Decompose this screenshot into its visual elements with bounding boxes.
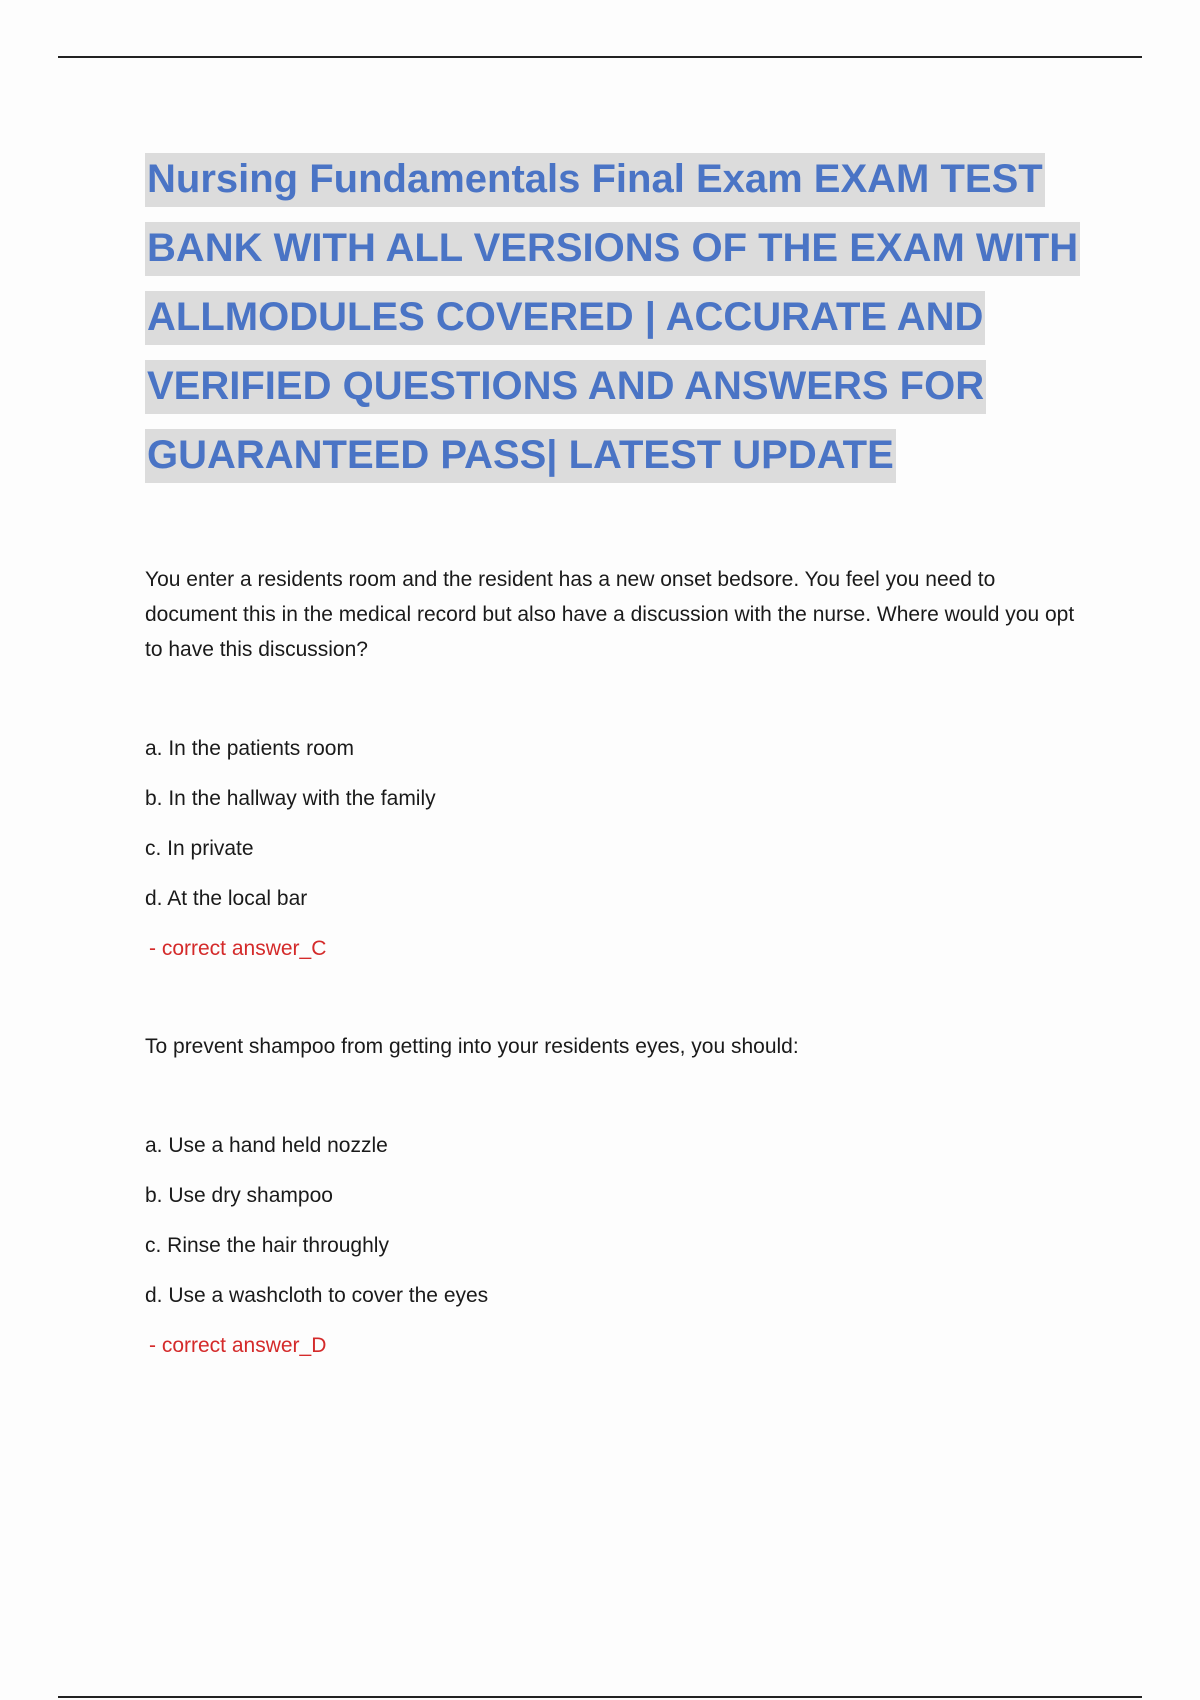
correct-answer: - correct answer_D: [149, 1334, 327, 1357]
title-line: ALLMODULES COVERED | ACCURATE AND: [145, 291, 985, 345]
answer-options: [145, 1132, 1105, 1310]
footer-rule: [58, 1696, 1142, 1698]
option-c: c. In private: [145, 837, 254, 860]
answer-options: [145, 735, 1105, 913]
option-d: d. At the local bar: [145, 887, 308, 910]
correct-answer: - correct answer_C: [149, 937, 327, 960]
option-d: d. Use a washcloth to cover the eyes: [145, 1284, 489, 1307]
document-body: [145, 145, 1105, 1360]
option-b: b. In the hallway with the family: [145, 787, 436, 810]
option-c: c. Rinse the hair throughly: [145, 1234, 389, 1257]
title-line: BANK WITH ALL VERSIONS OF THE EXAM WITH: [145, 222, 1080, 276]
question-block-1: [145, 562, 1105, 963]
question-text: To prevent shampoo from getting into your residents eyes, you should:: [145, 1035, 799, 1058]
title-line: VERIFIED QUESTIONS AND ANSWERS FOR: [145, 360, 986, 414]
option-a: a. Use a hand held nozzle: [145, 1134, 388, 1157]
question-block-2: [145, 1029, 1105, 1360]
title-line: GUARANTEED PASS| LATEST UPDATE: [145, 429, 896, 483]
header-rule: [58, 56, 1142, 58]
document-title: [145, 145, 1105, 490]
question-text: You enter a residents room and the resident has a new onset bedsore. You feel you need to document this in the medical record but also have a discussion with the nurse. Where would you opt to have this discussion?: [145, 568, 1075, 661]
title-line: Nursing Fundamentals Final Exam EXAM TEST: [145, 153, 1045, 207]
option-a: a. In the patients room: [145, 737, 354, 760]
option-b: b. Use dry shampoo: [145, 1184, 333, 1207]
